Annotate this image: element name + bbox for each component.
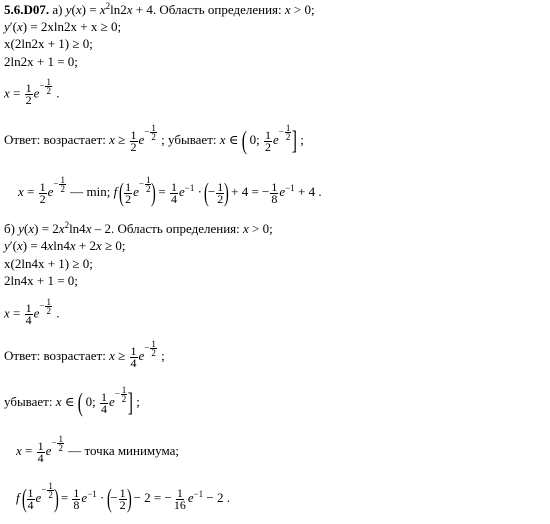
part-a-minimum: x = $\frac{1}{2}$ e− $\frac{1}{2}$ — min; f ( $\frac{1}{2}$ e− $\frac{1}{2}$ ) = $\frac{1}{4}$ $e^{-1}$ · (− $\frac{1}{2}$ ) + 4 = − $\frac{1}{8}$ $e^{-1} + 4$ .: [18, 175, 322, 208]
part-a-derivative-rhs: 2xln2x + x ≥ 0;: [40, 19, 122, 34]
part-b-tag: б): [4, 221, 15, 236]
part-a-critical-point: x = $\frac{1}{2}$ e− $\frac{1}{2}$ .: [4, 77, 60, 108]
part-a-tag: а): [52, 2, 63, 17]
part-b-answer-label: Ответ:: [4, 348, 41, 363]
part-b-factored: x(2ln4x + 1) ≥ 0;: [4, 256, 93, 271]
part-b-increase-label: возрастает:: [43, 348, 106, 363]
part-a-answer-label: Ответ:: [4, 132, 41, 147]
part-a-statement: 5.6.D07. а) $y(x) = x^2\ln 2x + 4$. Область определения: x > 0;: [4, 1, 315, 17]
part-a-increase-label: возрастает:: [43, 132, 106, 147]
part-a-decrease-label: убывает:: [168, 132, 217, 147]
part-b-derivative: y′(x) = 4xln4x + 2x ≥ 0;: [4, 238, 126, 253]
part-a-min-label: — min;: [70, 184, 111, 199]
part-b-min-label: — точка минимума;: [68, 443, 180, 458]
part-b-answer-decrease: убывает: x ∈ ( 0; $\frac{1}{4}$ e− $\frac{1}{2}$ ] ;: [4, 385, 140, 418]
part-a-domain-label: Область определения:: [159, 2, 282, 17]
part-a-derivative: y′(x) = 2xln2x + x ≥ 0;: [4, 19, 122, 34]
part-a-equation: 2ln2x + 1 = 0;: [4, 54, 78, 69]
part-b-minimum-value: f ( $\frac{1}{4}$ e− $\frac{1}{2}$ ) = $\frac{1}{8}$ $e^{-1}$ · (− $\frac{1}{2}$ ) − 2 = − $\frac{1}{16}$ $e^{-1} - 2$ .: [16, 481, 231, 514]
part-a-answer: Ответ: возрастает: x ≥ $\frac{1}{2}$ e− $\frac{1}{2}$ ; убывает: x ∈ ( 0; $\frac{1}{2}$ e− $\frac{1}{2}$ ] ;: [4, 123, 304, 156]
part-b-minimum: x = $\frac{1}{4}$ e− $\frac{1}{2}$ — точка минимума;: [16, 434, 180, 465]
part-b-answer-increase: Ответ: возрастает: x ≥ $\frac{1}{4}$ e− $\frac{1}{2}$ ;: [4, 339, 165, 370]
part-b-decrease-label: убывает:: [4, 394, 53, 409]
part-b-domain-label: Область определения:: [117, 221, 240, 236]
part-b-equation: 2ln4x + 1 = 0;: [4, 273, 78, 288]
part-a-factored: x(2ln2x + 1) ≥ 0;: [4, 36, 93, 51]
part-b-statement: б) $y(x) = 2x^2\ln 4x - 2$. Область определения: x > 0;: [4, 220, 273, 236]
part-b-critical-point: x = $\frac{1}{4}$ e− $\frac{1}{2}$ .: [4, 297, 60, 328]
problem-label: 5.6.D07.: [4, 2, 50, 17]
